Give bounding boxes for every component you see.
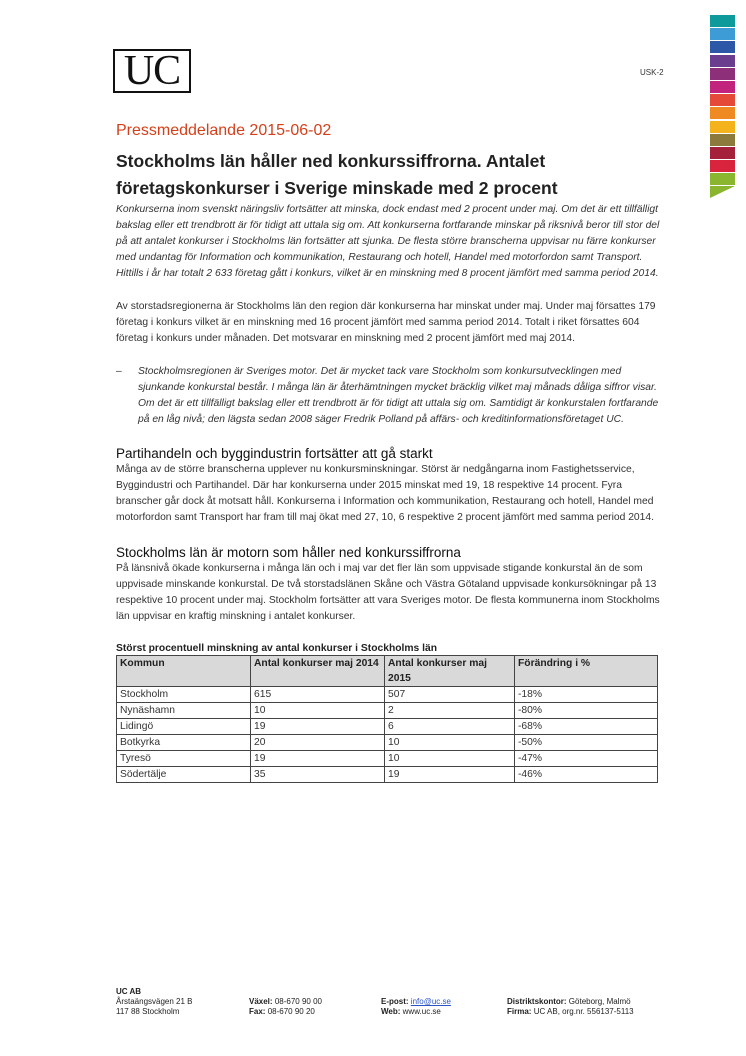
- brand-stripe: [710, 55, 735, 67]
- brand-stripe: [710, 28, 735, 40]
- brand-stripe: [710, 107, 735, 119]
- brand-stripe: [710, 173, 735, 185]
- table-row: [117, 703, 658, 719]
- brand-stripe: [710, 147, 735, 159]
- press-release-body: [116, 122, 661, 783]
- brand-stripe: [710, 121, 735, 133]
- footer-district-label: Distriktskontor:: [507, 997, 567, 1006]
- footer-phone: 08-670 90 00: [274, 997, 322, 1006]
- cell-2015: 10: [385, 751, 515, 767]
- cell-change: -47%: [515, 751, 658, 767]
- quote-block: [116, 364, 661, 428]
- headline-line-1: Stockholms län håller ned konkurssiffrorna. Antalet: [116, 151, 546, 171]
- cell-2015: 10: [385, 735, 515, 751]
- body-paragraph: Av storstadsregionerna är Stockholms län den region där konkurserna har minskat under maj. Under maj försattes 179 företag i konkurs vilket är en minskning med 16 procent jämfört med samma period 2014. Totalt i riket försattes 604 företag i konkurs under månaden. Det motsvarar en minskning med 2 procent jämfört med maj 2014.: [116, 301, 656, 344]
- cell-change: -18%: [515, 687, 658, 703]
- table-caption: Störst procentuell minskning av antal konkurser i Stockholms län: [116, 643, 437, 654]
- cell-2014: 19: [251, 719, 385, 735]
- cell-2015: 6: [385, 719, 515, 735]
- footer-contact: [381, 997, 451, 1017]
- lead-paragraph: Konkurserna inom svenskt näringsliv fortsätter att minska, dock endast med 2 procent under maj. Om det är ett tillfälligt bakslag eller ett trendbrott är för tidigt att uttala sig om. Att konkurserna fortfarande minskar på riksnivå beror till stor del på att antalet konkurser i Stockholms län fortsätter att sjunka. De flesta större branscherna uppvisar nu färre konkurser med undantag för Information och kommunikation, Restaurang och hotell, Handel med motorfordon samt Transport. Hittills i år har totalt 2 633 företag gått i konkurs, vilket är en minskning med 8 procent jämfört med samma period 2014.: [116, 204, 660, 279]
- column-header-change: Förändring i %: [515, 656, 658, 687]
- cell-2014: 10: [251, 703, 385, 719]
- cell-2014: 35: [251, 767, 385, 783]
- brand-stripe-tip: [710, 186, 735, 198]
- press-release-date: Pressmeddelande 2015-06-02: [116, 122, 332, 139]
- footer-firm-label: Firma:: [507, 1007, 532, 1016]
- cell-kommun: Tyresö: [117, 751, 251, 767]
- cell-kommun: Lidingö: [117, 719, 251, 735]
- cell-2014: 615: [251, 687, 385, 703]
- footer-web: www.uc.se: [402, 1007, 441, 1016]
- footer-email-link[interactable]: info@uc.se: [410, 997, 451, 1006]
- brand-stripe: [710, 81, 735, 93]
- table-row: [117, 751, 658, 767]
- brand-stripe: [710, 15, 735, 27]
- headline-line-2: företagskonkurser i Sverige minskade med 2 procent: [116, 178, 558, 198]
- uc-logo: UC: [113, 49, 191, 93]
- column-header-kommun: Kommun: [117, 656, 251, 687]
- column-header-2015: Antal konkurser maj 2015: [385, 656, 515, 687]
- page-footer: [116, 987, 661, 1016]
- footer-address: [116, 997, 193, 1017]
- table-header-row: [117, 656, 658, 687]
- brand-color-stripes: [710, 15, 735, 198]
- brand-stripe: [710, 134, 735, 146]
- brand-stripe: [710, 41, 735, 53]
- section-text-stockholm: På länsnivå ökade konkurserna i många län och i maj var det fler län som uppvisade stigande konkurstal än de som uppvisade minskande konkurstal. De två storstadslänen Skåne och Västra Götaland uppvisade konkursökningar på 13 respektive 10 procent under maj. Stockholm fortsätter att vara Sveriges motor. De flesta kommunerna inom Stockholms län uppvisar en kraftig minskning i antalet konkurser.: [116, 563, 660, 622]
- cell-kommun: Södertälje: [117, 767, 251, 783]
- footer-district: Göteborg, Malmö: [568, 997, 631, 1006]
- document-code: USK-2: [640, 68, 664, 77]
- footer-phone-fax: [249, 997, 322, 1017]
- quote-text: Stockholmsregionen är Sveriges motor. Det är mycket tack vare Stockholm som konkursutvecklingen med sjunkande konkurstal består. I många län är återhämtningen mycket bräcklig vilket maj månads dåliga siffror visar. Om det är ett tillfälligt bakslag eller ett trendbrott är för tidigt att uttala sig om. Samtidigt är konkurstalen fortfarande på en låg nivå; den lägsta sedan 2008 säger Fredrik Polland på affärs- och kreditinformationsföretaget UC.: [138, 366, 659, 425]
- table-row: [117, 687, 658, 703]
- cell-2015: 2: [385, 703, 515, 719]
- footer-address-line-1: Årstaängsvägen 21 B: [116, 997, 193, 1006]
- cell-kommun: Nynäshamn: [117, 703, 251, 719]
- cell-kommun: Botkyrka: [117, 735, 251, 751]
- cell-2014: 19: [251, 751, 385, 767]
- footer-email-label: E-post:: [381, 997, 409, 1006]
- cell-kommun: Stockholm: [117, 687, 251, 703]
- footer-phone-label: Växel:: [249, 997, 273, 1006]
- quote-dash: –: [116, 366, 122, 377]
- footer-address-line-2: 117 88 Stockholm: [116, 1007, 180, 1016]
- cell-2015: 507: [385, 687, 515, 703]
- table-row: [117, 719, 658, 735]
- footer-firm: UC AB, org.nr. 556137-5113: [533, 1007, 634, 1016]
- section-text-wholesale: Många av de större branscherna upplever nu konkursminskningar. Störst är nedgångarna inom Fastighetsservice, Byggindustri och Partihandel. Där har konkurserna under 2015 minskat med 19, 18 respektive 14 procent. Fyra branscher går dock åt motsatt håll. Konkurserna i Information och kommunikation, Restaurang och hotell, Handel med motorfordon samt Transport har fram till maj ökat med 27, 10, 6 respektive 2 procent jämfört med samma period 2014.: [116, 464, 654, 523]
- footer-fax-label: Fax:: [249, 1007, 266, 1016]
- section-heading-stockholm: Stockholms län är motorn som håller ned konkurssiffrorna: [116, 545, 461, 560]
- cell-change: -46%: [515, 767, 658, 783]
- column-header-2014: Antal konkurser maj 2014: [251, 656, 385, 687]
- cell-change: -50%: [515, 735, 658, 751]
- footer-fax: 08-670 90 20: [267, 1007, 315, 1016]
- footer-web-label: Web:: [381, 1007, 401, 1016]
- table-row: [117, 735, 658, 751]
- cell-change: -80%: [515, 703, 658, 719]
- section-heading-wholesale: Partihandeln och byggindustrin fortsätter att gå starkt: [116, 446, 433, 461]
- table-row: [117, 767, 658, 783]
- brand-stripe: [710, 68, 735, 80]
- brand-stripe: [710, 94, 735, 106]
- cell-2015: 19: [385, 767, 515, 783]
- cell-2014: 20: [251, 735, 385, 751]
- footer-company-info: [507, 997, 634, 1017]
- cell-change: -68%: [515, 719, 658, 735]
- footer-company: UC AB: [116, 987, 142, 996]
- brand-stripe: [710, 160, 735, 172]
- bankruptcy-table: [116, 655, 658, 783]
